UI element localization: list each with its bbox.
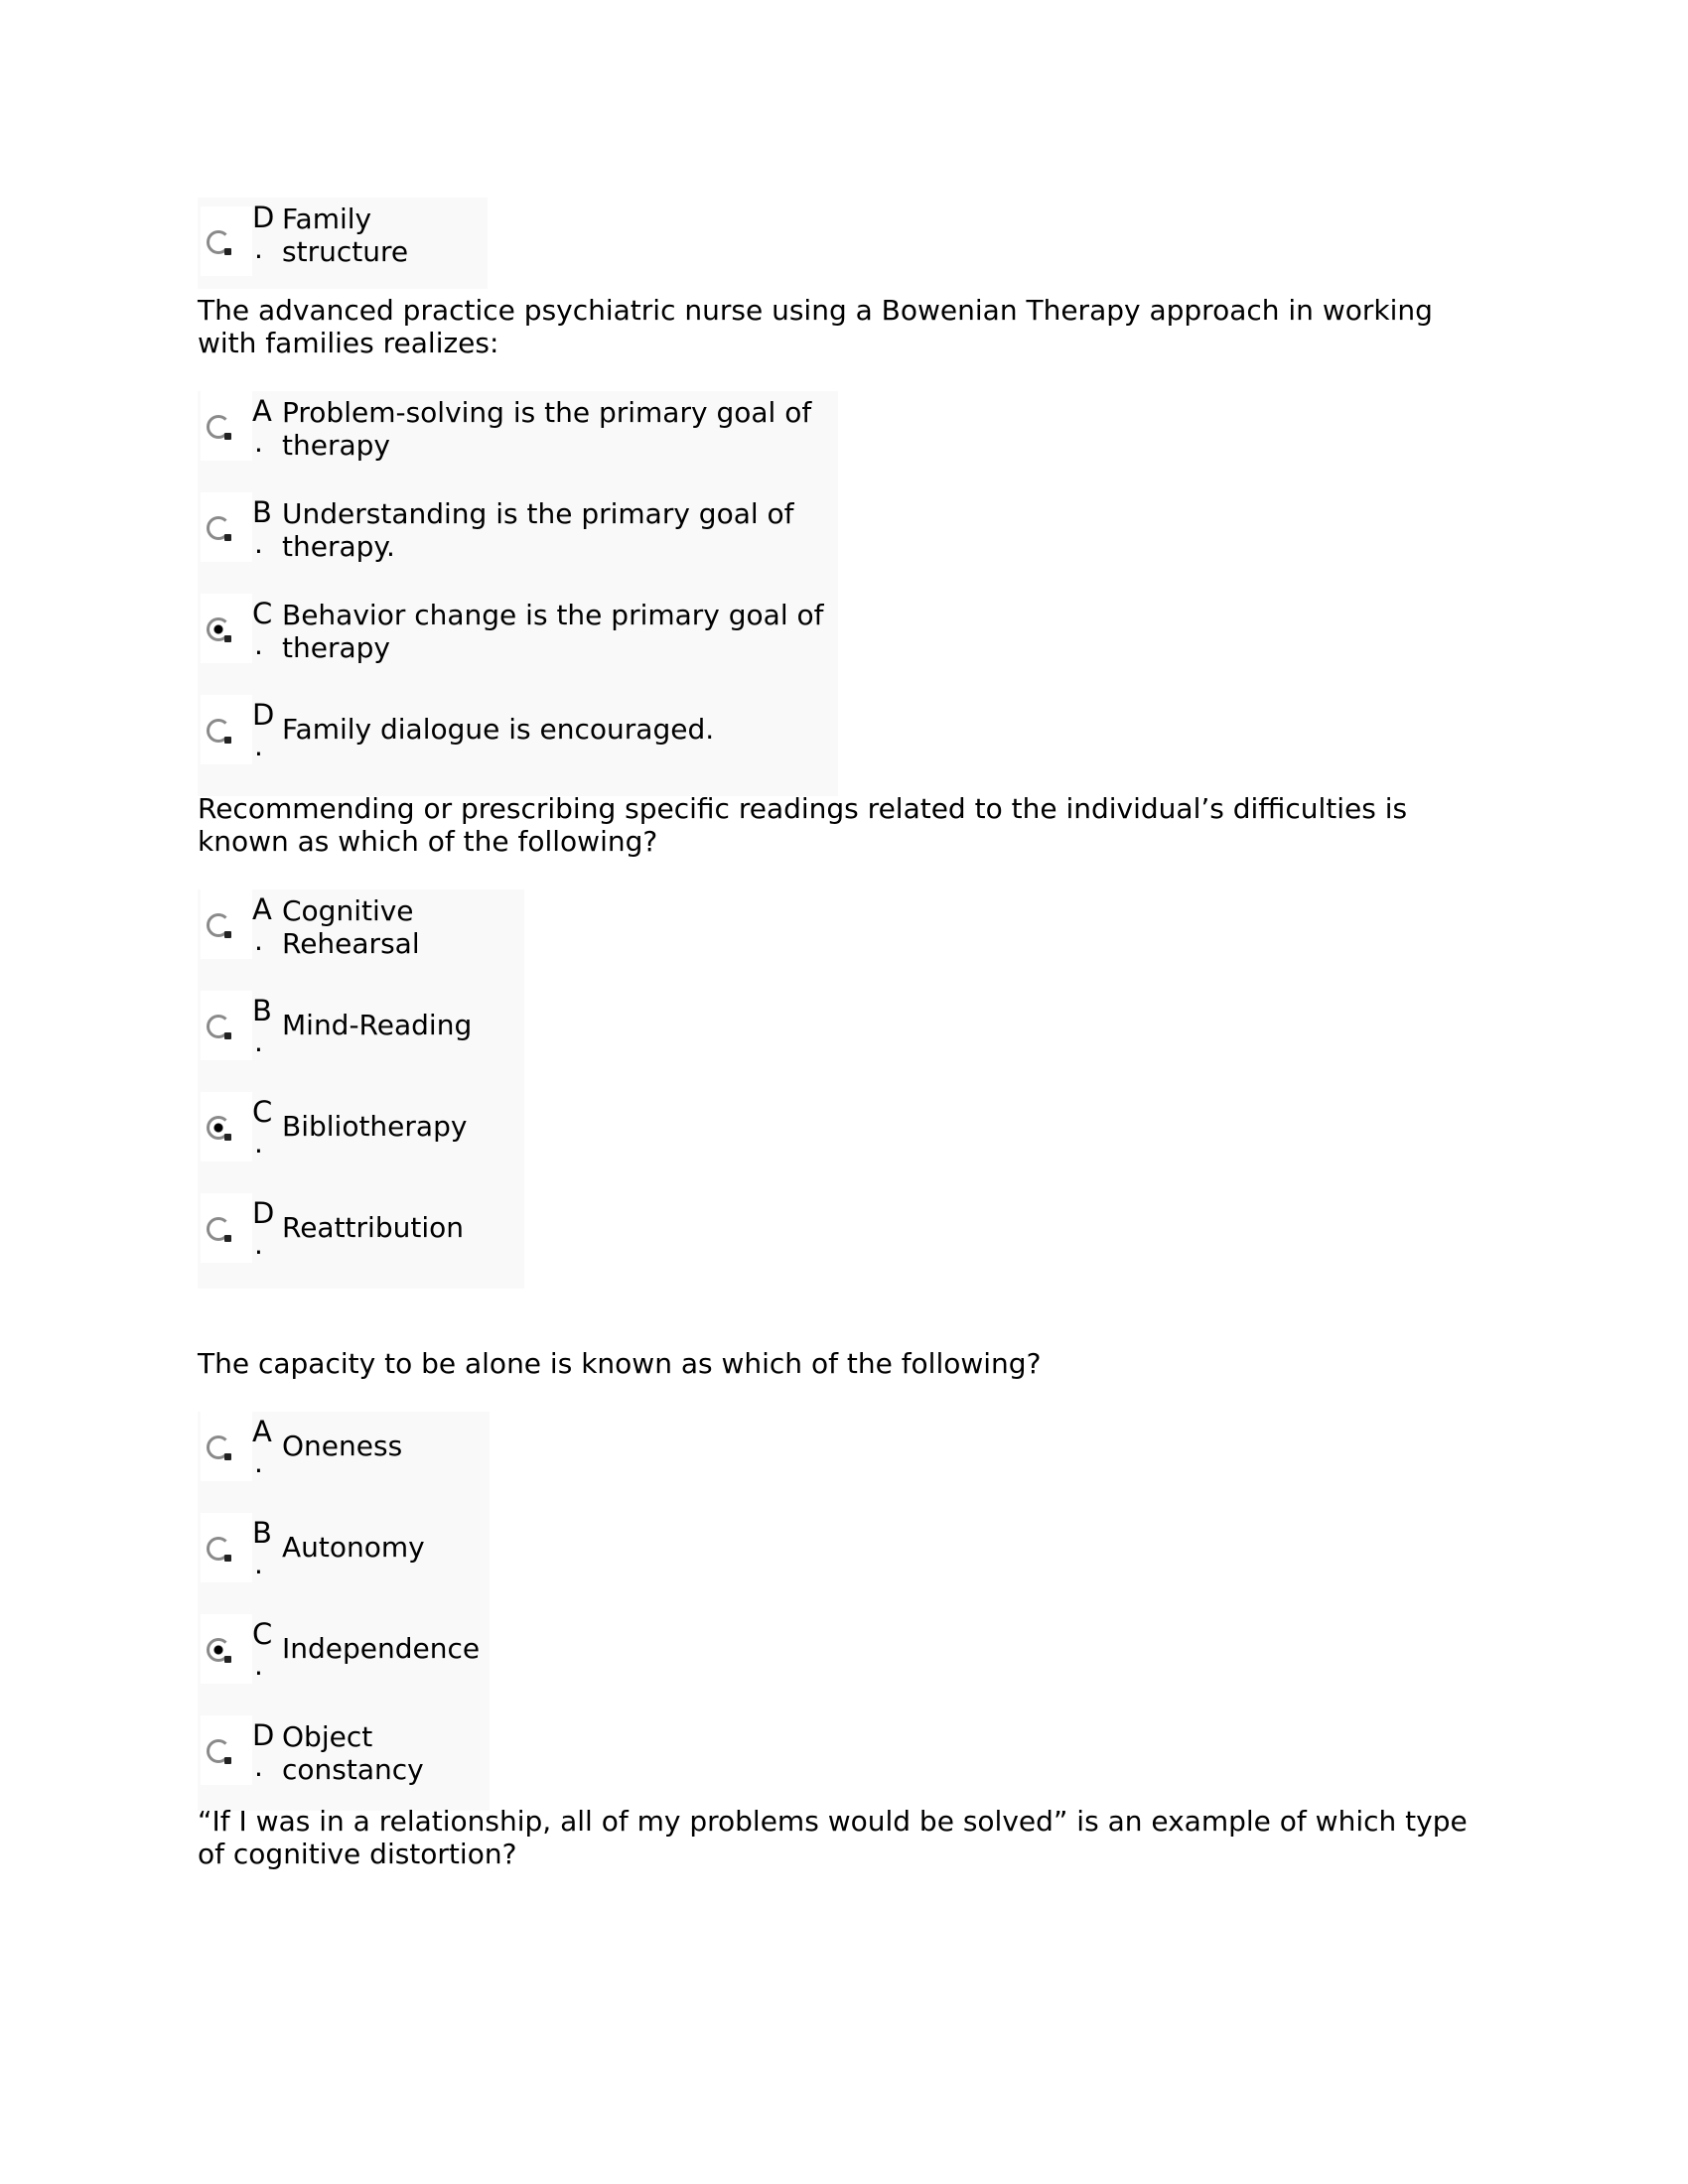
radio-button-a[interactable] bbox=[207, 1435, 230, 1459]
option-letter-dot: . bbox=[254, 1649, 263, 1682]
option-text: Bibliotherapy bbox=[282, 1110, 468, 1143]
page-content bbox=[198, 198, 1488, 1870]
option-row[interactable] bbox=[198, 198, 488, 289]
option-letter bbox=[252, 492, 282, 560]
option-text: Mind-Reading bbox=[282, 1009, 473, 1041]
option-letter-text: B bbox=[252, 1516, 272, 1550]
radio-cell bbox=[201, 889, 252, 959]
radio-cell bbox=[201, 391, 252, 461]
options-group-0 bbox=[198, 198, 488, 289]
option-text: Autonomy bbox=[282, 1531, 425, 1564]
option-letter-dot: . bbox=[254, 426, 263, 459]
option-text: Oneness bbox=[282, 1430, 403, 1462]
option-text: Object constancy bbox=[282, 1720, 424, 1786]
option-letter-text: A bbox=[252, 1415, 272, 1448]
option-letter bbox=[252, 889, 282, 957]
radio-button-d[interactable] bbox=[207, 1217, 230, 1241]
option-row[interactable] bbox=[198, 1614, 490, 1715]
radio-cell bbox=[201, 991, 252, 1060]
option-row[interactable] bbox=[198, 1193, 524, 1295]
radio-button-d[interactable] bbox=[207, 1739, 230, 1763]
question-prompt-2: Recommending or prescribing specific readings related to the individual’s difficulties is known as which of the following? bbox=[198, 792, 1408, 858]
option-letter-text: A bbox=[252, 394, 272, 428]
radio-cell bbox=[201, 492, 252, 562]
option-letter-dot: . bbox=[254, 730, 263, 762]
question-prompt-3: The capacity to be alone is known as which of the following? bbox=[198, 1347, 1042, 1380]
radio-button-a[interactable] bbox=[207, 913, 230, 937]
radio-button-b[interactable] bbox=[207, 1015, 230, 1038]
option-letter-text: B bbox=[252, 495, 272, 529]
option-row[interactable] bbox=[198, 991, 524, 1092]
option-row[interactable] bbox=[198, 594, 838, 695]
option-letter-dot: . bbox=[254, 232, 263, 265]
option-text: Problem-solving is the primary goal of therapy bbox=[282, 396, 812, 462]
option-row[interactable] bbox=[198, 695, 838, 796]
radio-button-b[interactable] bbox=[207, 516, 230, 540]
option-row[interactable] bbox=[198, 492, 838, 594]
option-letter bbox=[252, 1412, 282, 1479]
option-letter bbox=[252, 391, 282, 459]
option-letter-text: A bbox=[252, 892, 272, 926]
option-letter-text: C bbox=[252, 1617, 273, 1651]
option-text: Behavior change is the primary goal of therapy bbox=[282, 599, 824, 664]
option-text: Cognitive Rehearsal bbox=[282, 894, 420, 960]
option-letter bbox=[252, 1193, 282, 1261]
option-text: Understanding is the primary goal of therapy. bbox=[282, 497, 794, 563]
option-letter bbox=[252, 198, 282, 265]
options-group-3 bbox=[198, 1412, 490, 1811]
radio-cell bbox=[201, 695, 252, 764]
option-letter-dot: . bbox=[254, 1127, 263, 1160]
option-letter-text: B bbox=[252, 994, 272, 1027]
option-letter bbox=[252, 1715, 282, 1783]
option-letter bbox=[252, 1092, 282, 1160]
option-letter bbox=[252, 991, 282, 1058]
option-letter bbox=[252, 1513, 282, 1580]
option-letter-text: C bbox=[252, 597, 273, 630]
option-letter bbox=[252, 695, 282, 762]
options-group-1 bbox=[198, 391, 838, 796]
option-letter-dot: . bbox=[254, 527, 263, 560]
option-letter-dot: . bbox=[254, 1228, 263, 1261]
option-letter bbox=[252, 1614, 282, 1682]
option-letter-dot: . bbox=[254, 628, 263, 661]
option-row[interactable] bbox=[198, 1715, 490, 1817]
option-letter-text: C bbox=[252, 1095, 273, 1129]
radio-cell bbox=[201, 1614, 252, 1684]
option-letter-dot: . bbox=[254, 1548, 263, 1580]
radio-button-a[interactable] bbox=[207, 415, 230, 439]
option-text: Reattribution bbox=[282, 1211, 464, 1244]
option-row[interactable] bbox=[198, 1092, 524, 1193]
radio-button-c[interactable] bbox=[207, 1638, 230, 1662]
option-text: Independence bbox=[282, 1632, 481, 1665]
option-text: Family dialogue is encouraged. bbox=[282, 713, 715, 746]
option-letter-text: D bbox=[252, 201, 275, 234]
option-letter-text: D bbox=[252, 1196, 275, 1230]
option-row[interactable] bbox=[198, 1412, 490, 1513]
radio-cell bbox=[201, 1092, 252, 1161]
question-prompt-4: “If I was in a relationship, all of my problems would be solved” is an example of which type of cognitive distortion? bbox=[198, 1805, 1468, 1870]
radio-cell bbox=[201, 206, 252, 276]
option-letter-dot: . bbox=[254, 1446, 263, 1479]
option-text-value: Family structure bbox=[282, 203, 409, 268]
radio-button-b[interactable] bbox=[207, 1537, 230, 1561]
radio-button-d[interactable] bbox=[207, 230, 230, 254]
option-letter bbox=[252, 594, 282, 661]
options-group-2 bbox=[198, 889, 524, 1289]
option-letter-text: D bbox=[252, 1718, 275, 1752]
option-text bbox=[282, 198, 435, 268]
radio-cell bbox=[201, 1715, 252, 1785]
radio-button-c[interactable] bbox=[207, 1116, 230, 1140]
option-letter-dot: . bbox=[254, 924, 263, 957]
option-letter-dot: . bbox=[254, 1750, 263, 1783]
radio-button-d[interactable] bbox=[207, 719, 230, 743]
option-row[interactable] bbox=[198, 1513, 490, 1614]
option-letter-dot: . bbox=[254, 1025, 263, 1058]
radio-cell bbox=[201, 1193, 252, 1263]
radio-cell bbox=[201, 1513, 252, 1582]
option-row[interactable] bbox=[198, 889, 524, 991]
radio-cell bbox=[201, 1412, 252, 1481]
radio-cell bbox=[201, 594, 252, 663]
radio-button-c[interactable] bbox=[207, 617, 230, 641]
question-prompt-1: The advanced practice psychiatric nurse using a Bowenian Therapy approach in working with families realizes: bbox=[198, 294, 1433, 359]
option-letter-text: D bbox=[252, 698, 275, 732]
option-row[interactable] bbox=[198, 391, 838, 492]
